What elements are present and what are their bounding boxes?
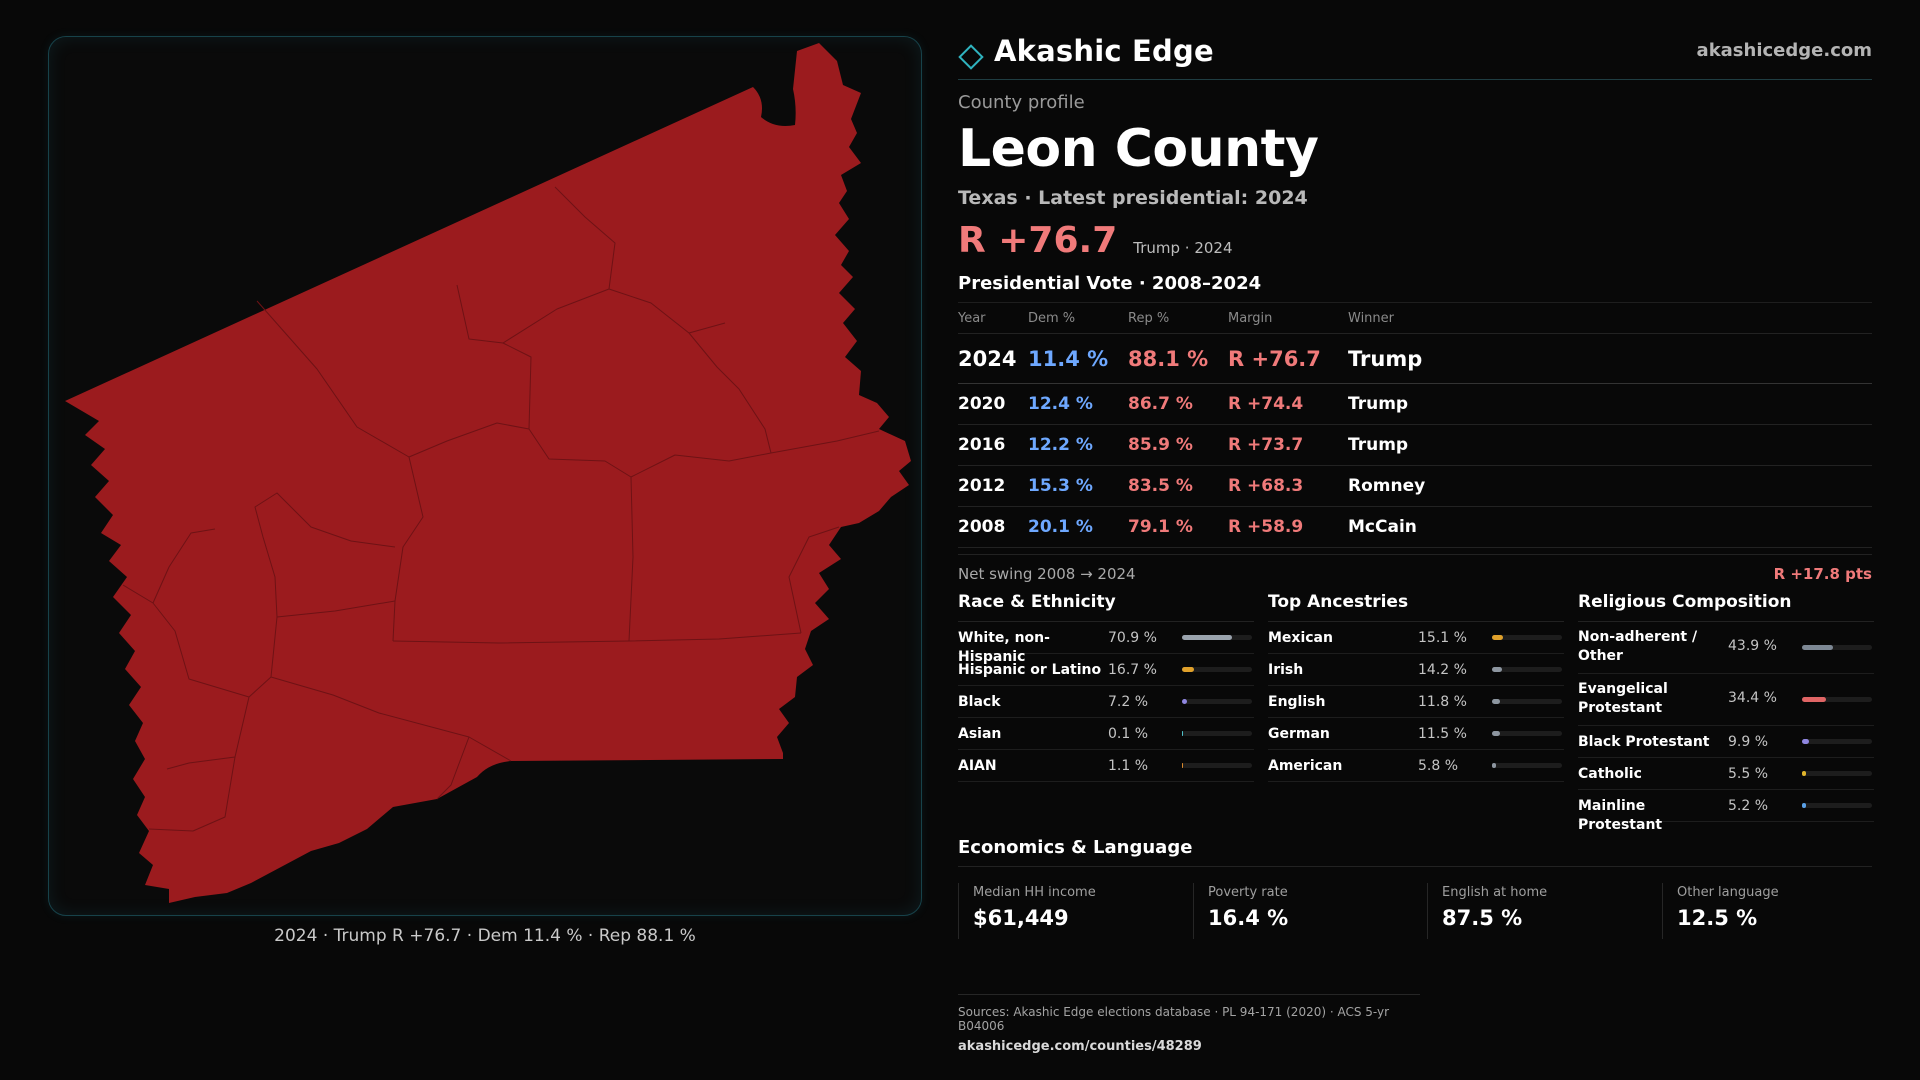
econ-english-at-home — [1427, 883, 1649, 939]
table-row[interactable] — [958, 334, 1872, 384]
ancestry-bar-track — [1492, 731, 1562, 736]
religion-bar-track — [1802, 771, 1872, 776]
ancestries-section — [1268, 592, 1564, 782]
econ-label: English at home — [1442, 885, 1548, 900]
vote-table — [958, 302, 1872, 548]
race-pct: 70.9 % — [1108, 630, 1157, 646]
brand-header — [958, 30, 1872, 80]
map-caption: 2024 · Trump R +76.7 · Dem 11.4 % · Rep 88.1 % — [274, 926, 696, 946]
list-item — [1268, 750, 1564, 782]
religion-bar-fill — [1802, 739, 1809, 744]
list-item — [1578, 726, 1874, 758]
list-item — [1578, 674, 1874, 726]
cell-year: 2024 — [958, 346, 1017, 371]
cell-winner: Trump — [1348, 394, 1409, 414]
econ-label: Poverty rate — [1208, 885, 1288, 900]
race-bar-track — [1182, 699, 1252, 704]
religion-bar-fill — [1802, 803, 1806, 808]
cell-winner: Trump — [1348, 435, 1409, 455]
ancestry-bar-fill — [1492, 763, 1496, 768]
county-map-panel — [48, 36, 922, 916]
race-bar-fill — [1182, 699, 1187, 704]
ancestry-label: German — [1268, 726, 1330, 742]
cell-year: 2020 — [958, 394, 1006, 414]
econ-poverty-rate — [1193, 883, 1415, 939]
ancestry-bar-fill — [1492, 667, 1502, 672]
race-section-title: Race & Ethnicity — [958, 592, 1254, 622]
race-pct: 1.1 % — [1108, 758, 1149, 774]
sources-text: Sources: Akashic Edge elections database · PL 94-171 (2020) · ACS 5-yr B04006 — [958, 1005, 1390, 1033]
econ-value: $61,449 — [973, 906, 1069, 930]
religion-bar-fill — [1802, 697, 1826, 702]
ancestry-bar-fill — [1492, 731, 1500, 736]
ancestry-pct: 5.8 % — [1418, 758, 1459, 774]
ancestry-label: Irish — [1268, 662, 1304, 678]
net-swing-label: Net swing 2008 → 2024 — [958, 565, 1136, 583]
race-bar-track — [1182, 763, 1252, 768]
latest-margin-note: Trump · 2024 — [1133, 239, 1233, 257]
header-winner: Winner — [1348, 310, 1395, 326]
cell-rep: 88.1 % — [1128, 346, 1209, 371]
ancestry-pct: 15.1 % — [1418, 630, 1467, 646]
cell-dem: 11.4 % — [1028, 346, 1109, 371]
ancestry-bar-track — [1492, 699, 1562, 704]
religion-pct: 9.9 % — [1728, 734, 1769, 750]
cell-year: 2008 — [958, 517, 1006, 537]
latest-margin-value: R +76.7 — [958, 220, 1118, 261]
page-title: Leon County — [958, 119, 1319, 179]
ancestry-label: Mexican — [1268, 630, 1333, 646]
ancestry-pct: 14.2 % — [1418, 662, 1467, 678]
religion-pct: 43.9 % — [1728, 638, 1777, 654]
list-item — [958, 654, 1254, 686]
race-ethnicity-section — [958, 592, 1254, 782]
cell-margin: R +74.4 — [1228, 394, 1304, 414]
ancestry-label: English — [1268, 694, 1326, 710]
race-pct: 16.7 % — [1108, 662, 1157, 678]
cell-year: 2016 — [958, 435, 1006, 455]
cell-margin: R +73.7 — [1228, 435, 1304, 455]
table-row[interactable] — [958, 507, 1872, 548]
race-bar-track — [1182, 667, 1252, 672]
econ-label: Other language — [1677, 885, 1779, 900]
cell-rep: 85.9 % — [1128, 435, 1193, 455]
sources-footer — [958, 994, 1420, 1054]
ancestry-label: American — [1268, 758, 1343, 774]
list-item — [958, 686, 1254, 718]
cell-rep: 86.7 % — [1128, 394, 1193, 414]
list-item — [1268, 654, 1564, 686]
race-label: White, non-Hispanic — [958, 630, 1050, 665]
list-item — [1578, 758, 1874, 790]
profile-eyebrow: County profile — [958, 92, 1085, 113]
religion-label: Black Protestant — [1578, 734, 1710, 750]
county-map — [49, 37, 922, 916]
list-item — [958, 750, 1254, 782]
sources-link[interactable]: akashicedge.com/counties/48289 — [958, 1039, 1202, 1054]
economics-grid — [958, 883, 1872, 939]
race-label: AIAN — [958, 758, 997, 774]
religion-label: Catholic — [1578, 766, 1642, 782]
ancestry-bar-fill — [1492, 699, 1500, 704]
econ-value: 12.5 % — [1677, 906, 1758, 930]
header-rep: Rep % — [1128, 310, 1170, 326]
diamond-outline-icon — [958, 44, 984, 70]
table-row[interactable] — [958, 425, 1872, 466]
header-margin: Margin — [1228, 310, 1273, 326]
list-item — [958, 718, 1254, 750]
ancestry-bar-track — [1492, 763, 1562, 768]
religion-pct: 34.4 % — [1728, 690, 1777, 706]
list-item — [1268, 686, 1564, 718]
religion-label: Mainline Protestant — [1578, 798, 1663, 833]
econ-median-income — [958, 883, 1180, 939]
race-pct: 7.2 % — [1108, 694, 1149, 710]
race-label: Black — [958, 694, 1001, 710]
race-label: Hispanic or Latino — [958, 662, 1102, 678]
table-row[interactable] — [958, 466, 1872, 507]
vote-section-title: Presidential Vote · 2008–2024 — [958, 273, 1262, 294]
net-swing — [958, 554, 1872, 588]
ancestry-section-title: Top Ancestries — [1268, 592, 1564, 622]
county-profile-panel — [958, 30, 1872, 1054]
brand-name[interactable]: Akashic Edge — [994, 34, 1214, 68]
cell-winner: Romney — [1348, 476, 1426, 496]
race-label: Asian — [958, 726, 1002, 742]
cell-margin: R +76.7 — [1228, 346, 1321, 371]
net-swing-value: R +17.8 pts — [1773, 565, 1872, 583]
cell-margin: R +68.3 — [1228, 476, 1304, 496]
race-pct: 0.1 % — [1108, 726, 1149, 742]
county-shape[interactable] — [65, 43, 911, 903]
race-bar-track — [1182, 731, 1252, 736]
economics-section-title: Economics & Language — [958, 837, 1872, 867]
econ-value: 87.5 % — [1442, 906, 1523, 930]
race-bar-fill — [1182, 667, 1194, 672]
ancestry-bar-track — [1492, 667, 1562, 672]
list-item — [1578, 790, 1874, 833]
cell-winner: McCain — [1348, 517, 1417, 537]
religion-bar-fill — [1802, 645, 1833, 650]
list-item — [1268, 622, 1564, 654]
religion-pct: 5.5 % — [1728, 766, 1769, 782]
brand-url[interactable]: akashicedge.com — [1696, 40, 1872, 61]
cell-dem: 15.3 % — [1028, 476, 1093, 496]
econ-label: Median HH income — [973, 885, 1096, 900]
cell-rep: 79.1 % — [1128, 517, 1193, 537]
race-bar-fill — [1182, 635, 1232, 640]
cell-rep: 83.5 % — [1128, 476, 1193, 496]
header-dem: Dem % — [1028, 310, 1076, 326]
religion-bar-track — [1802, 645, 1872, 650]
religion-label: Non-adherent / Other — [1578, 629, 1698, 664]
religion-pct: 5.2 % — [1728, 798, 1769, 814]
list-item — [958, 622, 1254, 665]
cell-year: 2012 — [958, 476, 1006, 496]
cell-margin: R +58.9 — [1228, 517, 1304, 537]
religion-section-title: Religious Composition — [1578, 592, 1874, 622]
ancestry-bar-fill — [1492, 635, 1503, 640]
cell-dem: 12.2 % — [1028, 435, 1093, 455]
latest-margin — [958, 219, 1872, 263]
list-item — [1268, 718, 1564, 750]
table-row[interactable] — [958, 384, 1872, 425]
cell-winner: Trump — [1348, 346, 1423, 371]
religion-bar-track — [1802, 803, 1872, 808]
page-subtitle: Texas · Latest presidential: 2024 — [958, 187, 1308, 209]
ancestry-pct: 11.5 % — [1418, 726, 1467, 742]
demographics-grid — [958, 592, 1872, 833]
ancestry-pct: 11.8 % — [1418, 694, 1467, 710]
econ-other-language — [1662, 883, 1884, 939]
race-bar-fill — [1182, 731, 1183, 736]
cell-dem: 12.4 % — [1028, 394, 1093, 414]
religion-label: Evangelical Protestant — [1578, 681, 1668, 716]
header-year: Year — [958, 310, 986, 326]
cell-dem: 20.1 % — [1028, 517, 1093, 537]
table-header — [958, 303, 1872, 334]
race-bar-fill — [1182, 763, 1183, 768]
religion-bar-track — [1802, 739, 1872, 744]
list-item — [1578, 622, 1874, 674]
race-bar-track — [1182, 635, 1252, 640]
econ-value: 16.4 % — [1208, 906, 1289, 930]
ancestry-bar-track — [1492, 635, 1562, 640]
religion-bar-fill — [1802, 771, 1806, 776]
religion-section — [1578, 592, 1874, 833]
religion-bar-track — [1802, 697, 1872, 702]
